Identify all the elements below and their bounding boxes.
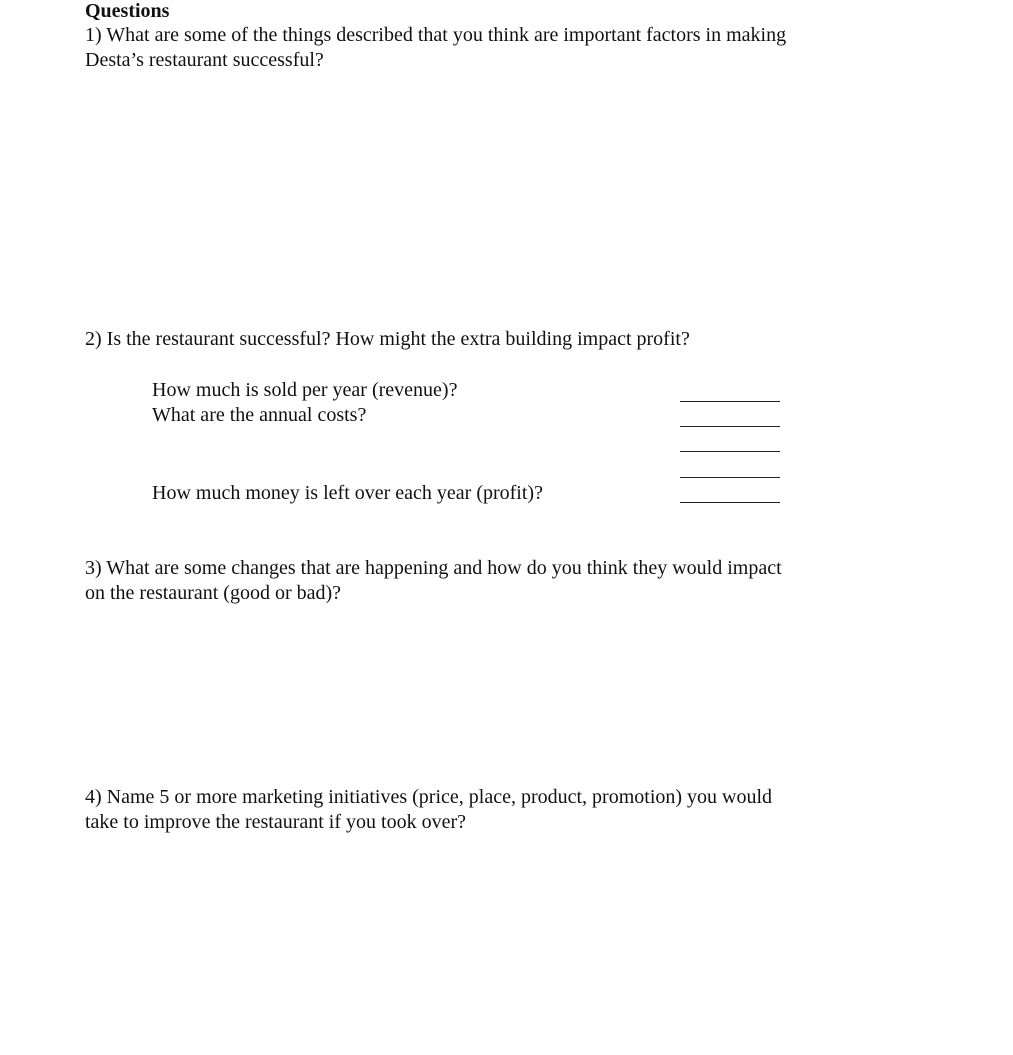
question-3 [85,556,885,606]
section-heading: Questions [85,0,170,22]
sub-question-costs: What are the annual costs? [152,404,367,426]
question-4 [85,785,885,835]
question-2-line-1: 2) Is the restaurant successful? How might the extra building impact profit? [85,328,690,350]
question-1-line-1: 1) What are some of the things described that you think are important factors in making [85,24,787,46]
question-4-line-1: 4) Name 5 or more marketing initiatives (price, place, product, promotion) you would [85,786,773,808]
answer-blank-line [680,401,780,402]
answer-blank-line [680,426,780,427]
question-4-line-2: take to improve the restaurant if you took over? [85,811,466,833]
question-1 [85,23,885,73]
sub-question-profit: How much money is left over each year (profit)? [152,482,543,504]
sub-question-revenue: How much is sold per year (revenue)? [152,379,458,401]
question-1-line-2: Desta’s restaurant successful? [85,49,324,71]
answer-blank-line [680,477,780,478]
answer-blank-line [680,451,780,452]
question-2 [85,327,885,352]
question-3-line-1: 3) What are some changes that are happening and how do you think they would impact [85,557,782,579]
answer-blank-line [680,502,780,503]
question-3-line-2: on the restaurant (good or bad)? [85,582,342,604]
